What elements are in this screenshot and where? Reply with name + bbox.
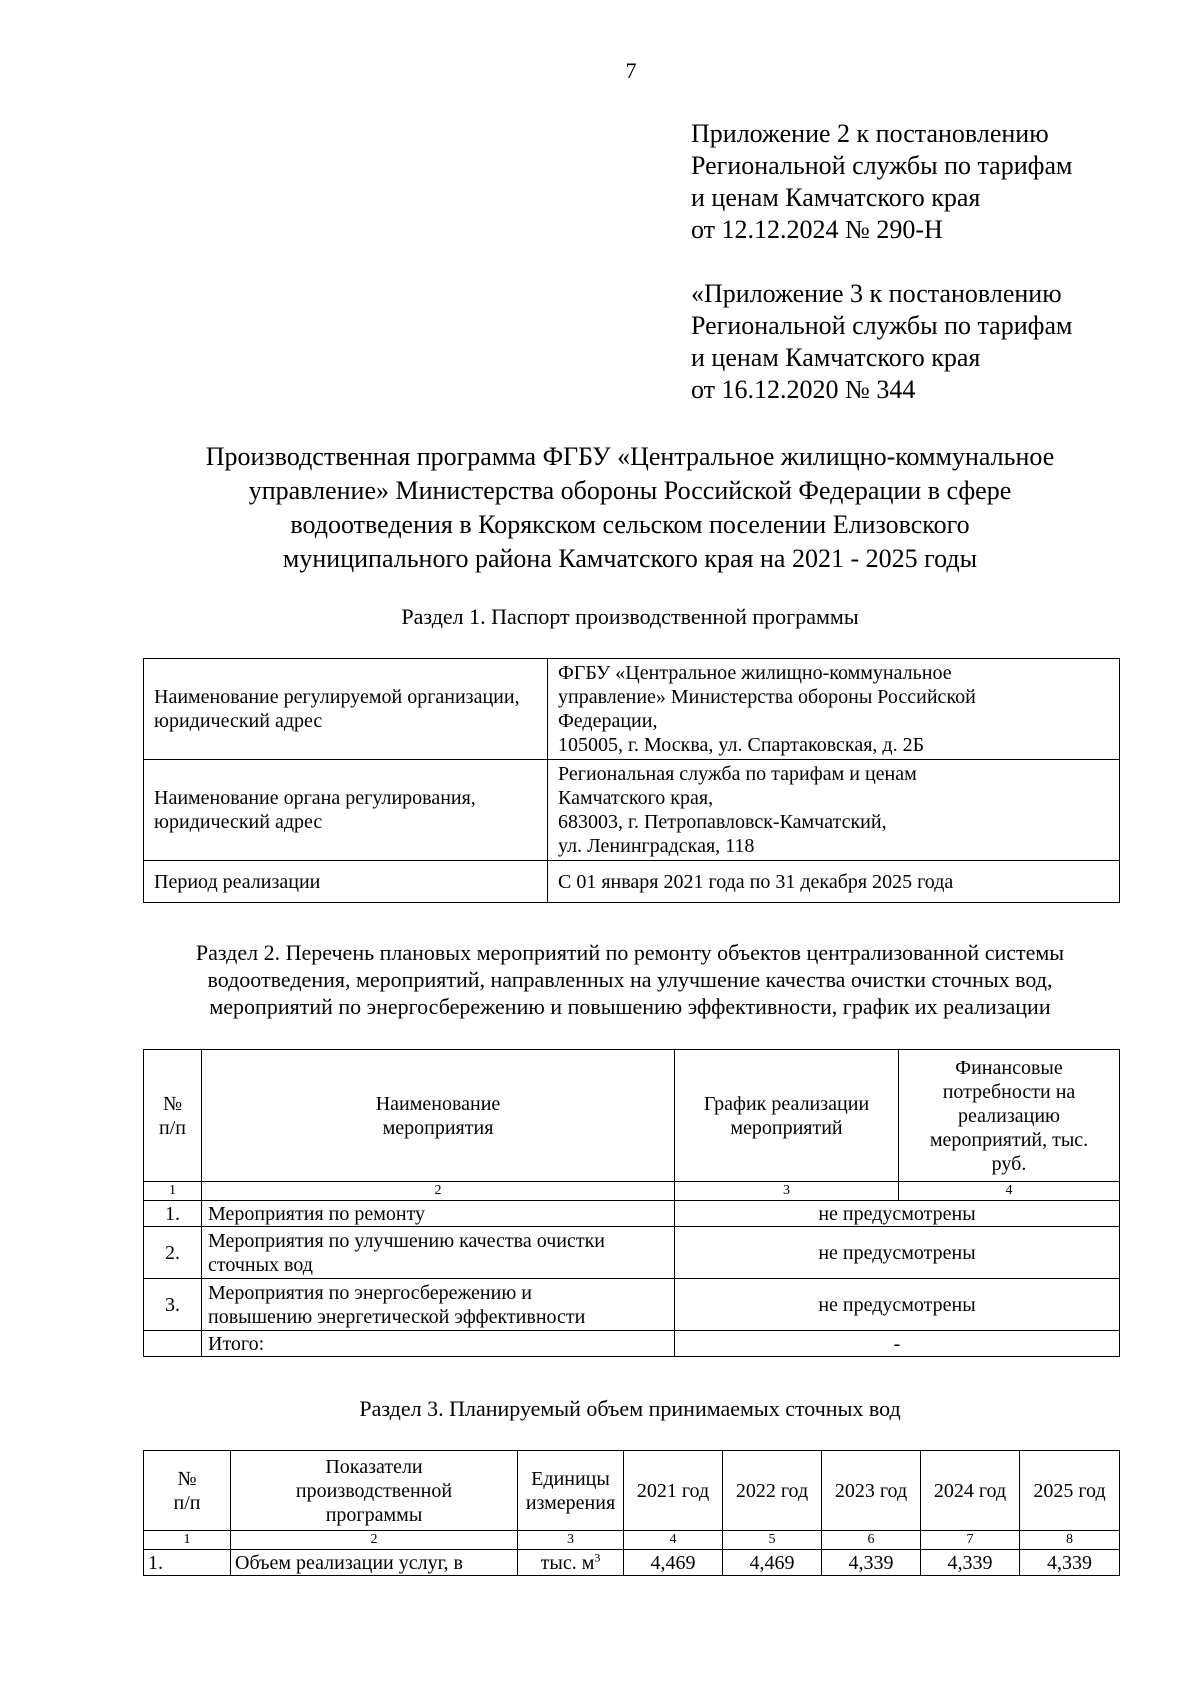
- appendix-line: Региональной службы по тарифам: [691, 311, 1073, 340]
- header-line: №: [177, 1467, 197, 1490]
- row-unit: [518, 1550, 624, 1576]
- header-line: производственной: [295, 1479, 453, 1502]
- row-measure: [202, 1227, 675, 1279]
- column-number: 8: [1020, 1531, 1120, 1550]
- column-number: 6: [822, 1531, 921, 1550]
- header-line: п/п: [173, 1491, 201, 1514]
- header-line: мероприятий: [730, 1116, 843, 1139]
- row-status: не предусмотрены: [675, 1227, 1120, 1279]
- header-line: Показатели: [325, 1455, 423, 1478]
- measures-table: [143, 1049, 1120, 1357]
- header-line: График реализации: [703, 1092, 870, 1115]
- row-value: 4,469: [624, 1550, 723, 1576]
- table-row: [144, 1550, 1120, 1576]
- row-value: 4,339: [822, 1550, 921, 1576]
- header-line: мероприятия: [382, 1116, 494, 1139]
- section-title-line: водоотведения, мероприятий, направленных на улучшение качества очистки сточных вод,: [207, 967, 1053, 992]
- table-row: [144, 1279, 1120, 1331]
- row-num: 1.: [144, 1201, 202, 1227]
- row-value: 4,469: [723, 1550, 822, 1576]
- column-number: 3: [675, 1182, 899, 1201]
- row-value: 4,339: [1020, 1550, 1120, 1576]
- column-number: 2: [202, 1182, 675, 1201]
- row-measure: Мероприятия по ремонту: [202, 1201, 675, 1227]
- unit-text: тыс. м: [540, 1551, 595, 1574]
- appendix-line: и ценам Камчатского края: [691, 343, 981, 372]
- label-line: юридический адрес: [154, 710, 323, 732]
- row-status: не предусмотрены: [675, 1201, 1120, 1227]
- section2-title: [140, 939, 1120, 1020]
- value-line: управление» Министерства обороны Российской: [558, 686, 976, 708]
- table-row: [144, 760, 1120, 861]
- appendix-line: «Приложение 3 к постановлению: [691, 279, 1062, 308]
- value-line: Камчатского края,: [558, 787, 714, 809]
- row-indicator: Объем реализации услуг, в: [231, 1550, 518, 1576]
- appendix-current-reference: [691, 118, 1072, 246]
- passport-value: [548, 760, 1120, 861]
- header-unit: [518, 1451, 624, 1531]
- passport-label: Период реализации: [144, 861, 548, 903]
- header-year: 2025 год: [1020, 1451, 1120, 1531]
- column-number: 5: [723, 1531, 822, 1550]
- title-line: управление» Министерства обороны Российской Федерации в сфере: [248, 476, 1012, 505]
- header-line: программы: [325, 1503, 423, 1526]
- header-line: руб.: [991, 1152, 1027, 1175]
- passport-label: [144, 760, 548, 861]
- value-line: ул. Ленинградская, 118: [558, 835, 755, 857]
- header-year: 2023 год: [822, 1451, 921, 1531]
- column-number: 4: [624, 1531, 723, 1550]
- header-year: 2022 год: [723, 1451, 822, 1531]
- header-schedule: [675, 1050, 899, 1182]
- measure-line: повышению энергетической эффективности: [208, 1305, 586, 1328]
- passport-value: С 01 января 2021 года по 31 декабря 2025 года: [548, 861, 1120, 903]
- column-number: 7: [921, 1531, 1020, 1550]
- measure-line: Мероприятия по улучшению качества очистки: [208, 1229, 606, 1252]
- passport-label: [144, 659, 548, 760]
- header-num: [144, 1050, 202, 1182]
- total-row: [144, 1331, 1120, 1357]
- appendix-line: от 16.12.2020 № 344: [691, 375, 916, 404]
- column-number: 1: [144, 1531, 231, 1550]
- row-num: 2.: [144, 1227, 202, 1279]
- header-finance: [899, 1050, 1120, 1182]
- column-number: 1: [144, 1182, 202, 1201]
- measure-line: Мероприятия по энергосбережению и: [208, 1281, 532, 1304]
- volumes-table: [143, 1450, 1120, 1576]
- table-header-row: [144, 1451, 1120, 1531]
- value-line: ФГБУ «Центральное жилищно-коммунальное: [558, 662, 952, 684]
- table-header-row: [144, 1050, 1120, 1182]
- header-line: потребности на: [942, 1080, 1076, 1103]
- total-label: Итого:: [202, 1331, 675, 1357]
- header-name: [202, 1050, 675, 1182]
- value-line: Федерации,: [558, 710, 658, 732]
- header-line: Наименование: [375, 1092, 501, 1115]
- passport-value: [548, 659, 1120, 760]
- label-line: Наименование органа регулирования,: [154, 787, 476, 809]
- measure-line: сточных вод: [208, 1253, 313, 1276]
- header-year: 2024 год: [921, 1451, 1020, 1531]
- header-year: 2021 год: [624, 1451, 723, 1531]
- value-line: Региональная служба по тарифам и ценам: [558, 763, 917, 785]
- appendix-line: Приложение 2 к постановлению: [691, 119, 1049, 148]
- column-number: 3: [518, 1531, 624, 1550]
- value-line: 105005, г. Москва, ул. Спартаковская, д. 2Б: [558, 734, 925, 756]
- appendix-previous-reference: [691, 278, 1072, 406]
- row-value: 4,339: [921, 1550, 1020, 1576]
- row-num: [144, 1331, 202, 1357]
- page-number: 7: [625, 58, 637, 83]
- table-row: [144, 659, 1120, 760]
- title-line: муниципального района Камчатского края на 2021 - 2025 годы: [282, 544, 978, 573]
- section-title-line: Раздел 2. Перечень плановых мероприятий по ремонту объектов централизованной системы: [195, 940, 1065, 965]
- header-line: мероприятий, тыс.: [929, 1128, 1089, 1151]
- title-line: водоотведения в Корякском сельском поселении Елизовского: [290, 510, 970, 539]
- row-num: 3.: [144, 1279, 202, 1331]
- label-line: Наименование регулируемой организации,: [154, 686, 520, 708]
- header-line: №: [162, 1092, 183, 1115]
- row-num: 1.: [144, 1550, 231, 1576]
- section-title-line: мероприятий по энергосбережению и повышению эффективности, график их реализации: [209, 994, 1051, 1019]
- passport-table: [143, 658, 1120, 903]
- header-line: Финансовые: [955, 1056, 1063, 1079]
- header-line: Единицы: [531, 1467, 610, 1490]
- table-row: [144, 861, 1120, 903]
- unit-superscript: 3: [594, 1549, 601, 1564]
- value-line: 683003, г. Петропавловск-Камчатский,: [558, 811, 887, 833]
- program-title: [140, 440, 1120, 576]
- column-number: 4: [899, 1182, 1120, 1201]
- header-indicator: [231, 1451, 518, 1531]
- appendix-line: и ценам Камчатского края: [691, 183, 981, 212]
- header-line: реализацию: [958, 1104, 1060, 1127]
- appendix-line: от 12.12.2024 № 290-Н: [691, 215, 943, 244]
- row-measure: [202, 1279, 675, 1331]
- header-num: [144, 1451, 231, 1531]
- header-line: измерения: [525, 1491, 616, 1514]
- total-value: -: [675, 1331, 1120, 1357]
- label-line: юридический адрес: [154, 811, 323, 833]
- row-status: не предусмотрены: [675, 1279, 1120, 1331]
- section3-title: Раздел 3. Планируемый объем принимаемых сточных вод: [359, 1396, 901, 1421]
- header-line: п/п: [159, 1116, 186, 1139]
- column-number: 2: [231, 1531, 518, 1550]
- column-number-row: [144, 1182, 1120, 1201]
- column-number-row: [144, 1531, 1120, 1550]
- appendix-line: Региональной службы по тарифам: [691, 151, 1073, 180]
- title-line: Производственная программа ФГБУ «Центральное жилищно-коммунальное: [205, 442, 1055, 471]
- section1-title: Раздел 1. Паспорт производственной программы: [401, 604, 859, 629]
- table-row: [144, 1227, 1120, 1279]
- table-row: [144, 1201, 1120, 1227]
